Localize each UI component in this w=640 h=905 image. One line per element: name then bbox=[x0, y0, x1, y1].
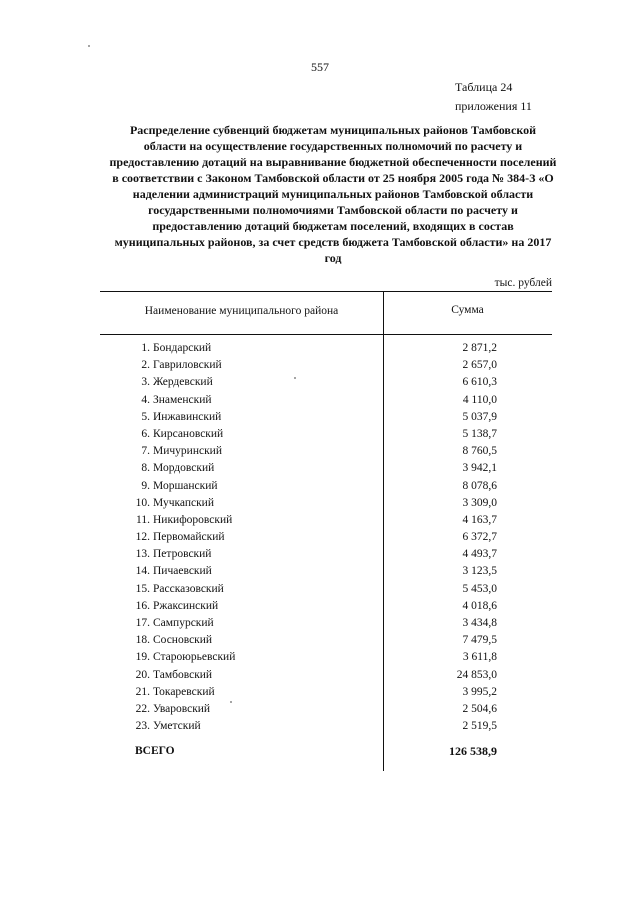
district-amount: 7 479,5 bbox=[462, 634, 497, 647]
district-name: Гавриловский bbox=[153, 359, 222, 372]
district-name: Токаревский bbox=[153, 685, 215, 698]
district-name: Моршанский bbox=[153, 479, 218, 492]
row-number: 17. bbox=[135, 617, 150, 629]
table-row bbox=[0, 720, 640, 737]
row-number: 16. bbox=[135, 599, 150, 612]
table-row bbox=[0, 600, 640, 617]
table-row bbox=[0, 428, 640, 445]
table-row bbox=[0, 497, 640, 514]
district-amount: 3 309,0 bbox=[462, 496, 497, 509]
district-name: Мордовский bbox=[153, 462, 215, 475]
district-amount: 4 018,6 bbox=[462, 599, 497, 612]
table-row bbox=[0, 394, 640, 411]
scan-speck bbox=[294, 377, 296, 379]
district-amount: 3 434,8 bbox=[462, 617, 497, 629]
row-number: 9. bbox=[141, 479, 150, 492]
row-number: 4. bbox=[141, 393, 150, 406]
district-amount: 8 760,5 bbox=[462, 445, 497, 458]
district-amount: 6 610,3 bbox=[462, 376, 497, 389]
row-number: 12. bbox=[135, 531, 150, 544]
table-row bbox=[0, 686, 640, 703]
table-row bbox=[0, 651, 640, 668]
row-number: 3. bbox=[141, 376, 150, 389]
district-amount: 2 519,5 bbox=[462, 720, 497, 733]
row-number: 23. bbox=[135, 720, 150, 733]
document-title: Распределение субвенций бюджетам муниципальных районов Тамбовской области на осуществление государственных полномочий по расчету и предоставлению дотаций на выравнивание бюджетной обеспеченности поселений в соответствии с Законом Тамбовской области от 25 ноября 2005 года № 384-З «О наделении администраций муниципальных районов Тамбовской области государственными полномочиями Тамбовской области по расчету и предоставлению дотаций бюджетам поселений, входящих в состав муниципальных районов, за счет средств бюджета Тамбовской области» на 2017 год bbox=[109, 123, 557, 265]
district-name: Жердевский bbox=[153, 376, 213, 389]
row-number: 21. bbox=[135, 685, 150, 698]
district-name: Пичаевский bbox=[153, 565, 212, 578]
district-amount: 3 611,8 bbox=[462, 651, 497, 664]
district-amount: 4 163,7 bbox=[462, 513, 497, 526]
district-amount: 3 995,2 bbox=[462, 685, 497, 698]
table-row bbox=[0, 617, 640, 634]
district-amount: 24 853,0 bbox=[456, 668, 497, 681]
district-name: Бондарский bbox=[153, 342, 212, 354]
row-number: 13. bbox=[135, 548, 150, 561]
table-ref-appendix: приложения 11 bbox=[455, 99, 532, 113]
district-amount: 5 138,7 bbox=[462, 427, 497, 440]
row-number: 15. bbox=[135, 582, 150, 595]
scan-speck bbox=[88, 45, 90, 47]
row-number: 11. bbox=[136, 513, 150, 526]
row-number: 18. bbox=[135, 634, 150, 647]
district-name: Никифоровский bbox=[153, 513, 233, 526]
district-name: Староюрьевский bbox=[153, 651, 236, 664]
district-name: Кирсановский bbox=[153, 427, 224, 440]
district-amount: 8 078,6 bbox=[462, 479, 497, 492]
district-name: Петровский bbox=[153, 548, 212, 561]
table-row bbox=[0, 669, 640, 686]
row-number: 6. bbox=[141, 427, 150, 440]
table-ref-number: Таблица 24 bbox=[455, 80, 513, 94]
total-value: 126 538,9 bbox=[449, 744, 497, 758]
district-amount: 6 372,7 bbox=[462, 531, 497, 544]
page-number: 557 bbox=[311, 60, 329, 74]
district-name: Уметский bbox=[153, 720, 201, 733]
table-row bbox=[0, 565, 640, 582]
row-number: 22. bbox=[135, 702, 150, 715]
table-row bbox=[0, 703, 640, 720]
district-name: Рассказовский bbox=[153, 582, 224, 595]
table-row bbox=[0, 634, 640, 651]
table-row bbox=[0, 480, 640, 497]
table-row bbox=[0, 514, 640, 531]
district-name: Мичуринский bbox=[153, 445, 222, 458]
district-amount: 4 110,0 bbox=[462, 393, 497, 406]
district-amount: 2 871,2 bbox=[462, 342, 497, 354]
district-amount: 3 942,1 bbox=[462, 462, 497, 475]
column-header-name: Наименование муниципального района bbox=[144, 305, 339, 317]
table-header-rule bbox=[100, 334, 552, 335]
district-amount: 2 504,6 bbox=[462, 702, 497, 715]
district-amount: 3 123,5 bbox=[462, 565, 497, 578]
row-number: 7. bbox=[141, 445, 150, 458]
district-table-body bbox=[0, 342, 640, 737]
table-row bbox=[0, 531, 640, 548]
table-row bbox=[0, 548, 640, 565]
table-row bbox=[0, 376, 640, 393]
unit-note: тыс. рублей bbox=[494, 277, 552, 289]
row-number: 5. bbox=[141, 410, 150, 423]
table-row bbox=[0, 583, 640, 600]
scan-speck bbox=[230, 701, 232, 703]
table-row bbox=[0, 411, 640, 428]
row-number: 2. bbox=[141, 359, 150, 372]
table-row bbox=[0, 445, 640, 462]
table-top-rule bbox=[100, 291, 552, 292]
row-number: 10. bbox=[135, 496, 150, 509]
row-number: 19. bbox=[135, 651, 150, 664]
district-name: Тамбовский bbox=[153, 668, 213, 681]
district-name: Сосновский bbox=[153, 634, 213, 647]
district-name: Мучкапский bbox=[153, 496, 214, 509]
table-row bbox=[0, 359, 640, 376]
row-number: 14. bbox=[135, 565, 150, 578]
district-name: Инжавинский bbox=[153, 410, 222, 423]
district-amount: 4 493,7 bbox=[462, 548, 497, 561]
total-label: ВСЕГО bbox=[135, 745, 175, 757]
district-name: Первомайский bbox=[153, 531, 225, 544]
district-name: Ржаксинский bbox=[153, 599, 219, 612]
district-name: Уваровский bbox=[153, 702, 211, 715]
district-name: Знаменский bbox=[153, 393, 212, 406]
row-number: 8. bbox=[141, 462, 150, 475]
table-row bbox=[0, 342, 640, 359]
column-header-sum: Сумма bbox=[451, 304, 484, 316]
row-number: 20. bbox=[135, 668, 150, 681]
row-number: 1. bbox=[141, 342, 150, 354]
table-row bbox=[0, 462, 640, 479]
district-amount: 2 657,0 bbox=[462, 359, 497, 372]
district-amount: 5 037,9 bbox=[462, 410, 497, 423]
district-name: Сампурский bbox=[153, 617, 214, 629]
district-amount: 5 453,0 bbox=[462, 582, 497, 595]
